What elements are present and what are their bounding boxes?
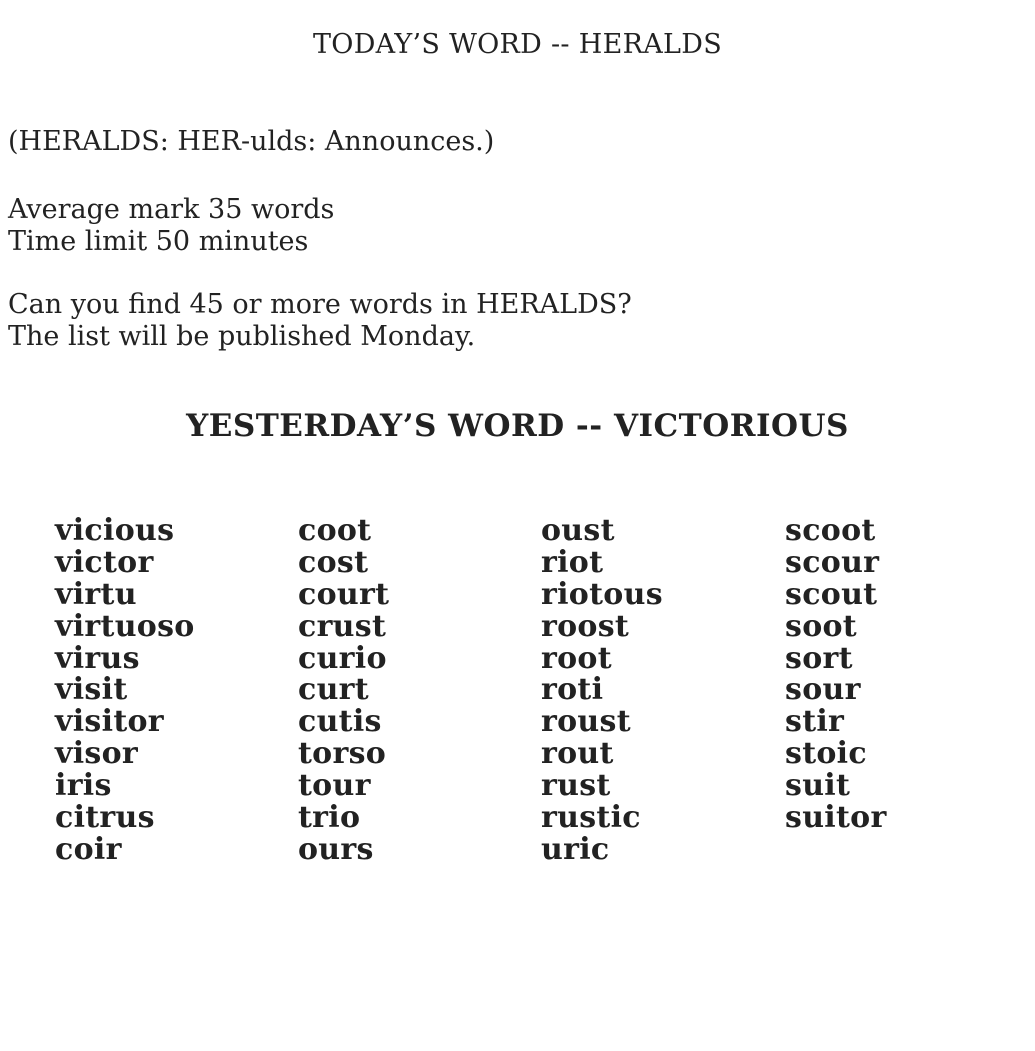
word-list-item: sour — [785, 672, 861, 708]
word-list-item: virtuoso — [55, 608, 195, 644]
word-list-item: ours — [298, 831, 374, 867]
word-list-item: iris — [55, 768, 112, 804]
word-list-item: court — [298, 576, 390, 612]
word-list-item: rout — [541, 736, 614, 772]
word-list-item: virus — [55, 640, 140, 676]
word-definition: (HERALDS: HER-ulds: Announces.) — [8, 126, 495, 157]
word-column-3 — [541, 515, 663, 866]
word-list-item: vicious — [55, 513, 175, 548]
word-column-2 — [298, 515, 389, 866]
word-list-item: victor — [55, 544, 154, 580]
word-list-item: citrus — [55, 800, 155, 836]
word-list-item: sort — [785, 640, 853, 676]
word-list-item: coot — [298, 513, 372, 548]
challenge-question: Can you find 45 or more words in HERALDS? — [8, 289, 632, 320]
yesterdays-word-title: YESTERDAY’S WORD -- VICTORIOUS — [186, 408, 849, 444]
word-list-item: roust — [541, 704, 631, 740]
word-list-item: coir — [55, 831, 122, 867]
word-list-item: uric — [541, 831, 610, 867]
word-list-item: virtu — [55, 576, 137, 612]
word-list-item: stir — [785, 704, 845, 740]
word-list-item: tour — [298, 768, 371, 804]
word-list-item: rust — [541, 768, 611, 804]
word-list-item: roost — [541, 608, 630, 644]
word-list-item: cost — [298, 544, 369, 580]
word-list-item: visor — [55, 736, 139, 772]
word-list-item: cutis — [298, 704, 382, 740]
word-list-item: scoot — [785, 513, 876, 548]
word-list-item: scour — [785, 544, 880, 580]
word-list-item: root — [541, 640, 612, 676]
word-list-item: rustic — [541, 800, 641, 836]
word-list-item: visitor — [55, 704, 164, 740]
word-list-item: riot — [541, 544, 604, 580]
word-list-item: visit — [55, 672, 128, 708]
publish-note: The list will be published Monday. — [8, 321, 476, 352]
word-list-item: suit — [785, 768, 851, 804]
word-list-item: curt — [298, 672, 369, 708]
word-list-item: crust — [298, 608, 387, 644]
word-column-1 — [55, 515, 195, 866]
average-mark: Average mark 35 words — [8, 194, 335, 225]
word-list-item: stoic — [785, 736, 867, 772]
word-list-item: suitor — [785, 800, 887, 836]
word-list-item: roti — [541, 672, 604, 708]
time-limit: Time limit 50 minutes — [8, 226, 309, 257]
word-list-item: trio — [298, 800, 361, 836]
word-list-item: curio — [298, 640, 387, 676]
todays-word-title: TODAY’S WORD -- HERALDS — [312, 29, 722, 60]
word-list-item: riotous — [541, 576, 663, 612]
word-list-item: oust — [541, 513, 615, 548]
word-list-item: soot — [785, 608, 857, 644]
word-list-item: torso — [298, 736, 387, 772]
word-list-item: scout — [785, 576, 878, 612]
word-column-4 — [785, 515, 887, 834]
